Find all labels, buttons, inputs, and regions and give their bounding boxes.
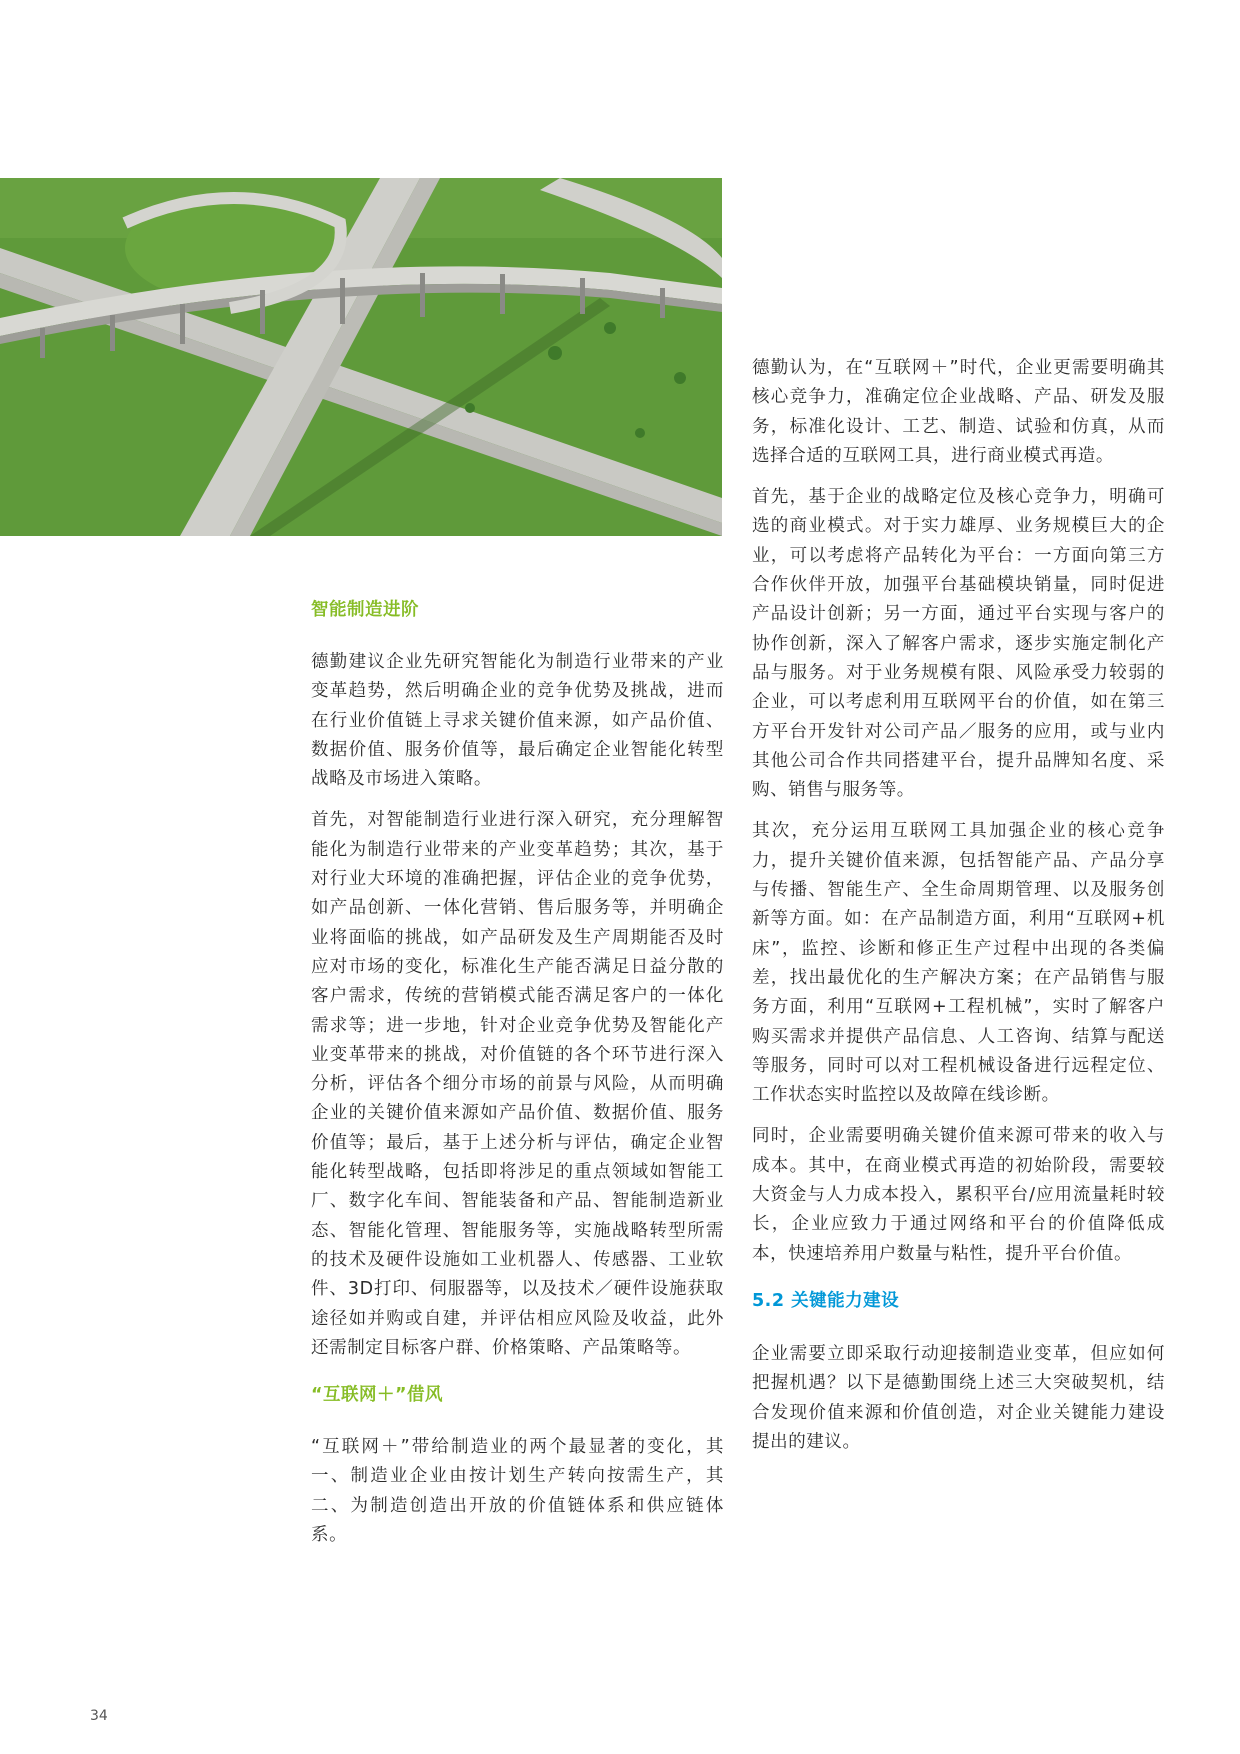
paragraph: 首先，对智能制造行业进行深入研究，充分理解智能化为制造行业带来的产业变革趋势；其次，基于对行业大环境的准确把握，评估企业的竞争优势，如产品创新、一体化营销、售后服务等，并明确企业将面临的挑战，如产品研发及生产周期能否及时应对市场的变化，标准化生产能否满足日益分散的客户需求，传统的营销模式能否满足客户的一体化需求等；进一步地，针对企业竞争优势及智能化产业变革带来的挑战，对价值链的各个环节进行深入分析，评估各个细分市场的前景与风险，从而明确企业的关键价值来源如产品价值、数据价值、服务价值等；最后，基于上述分析与评估，确定企业智能化转型战略，包括即将涉足的重点领域如智能工厂、数字化车间、智能装备和产品、智能制造新业态、智能化管理、智能服务等，实施战略转型所需的技术及硬件设施如工业机器人、传感器、工业软件、3D打印、伺服器等，以及技术／硬件设施获取途径如并购或自建，并评估相应风险及收益，此外还需制定目标客户群、价格策略、产品策略等。 [311,810,724,1358]
paragraph: “互联网＋”带给制造业的两个最显著的变化，其一、制造业企业由按计划生产转向按需生产，其二、为制造创造出开放的价值链体系和供应链体系。 [311,1437,724,1546]
paragraph: 首先，基于企业的战略定位及核心竞争力，明确可选的商业模式。对于实力雄厚、业务规模巨大的企业，可以考虑将产品转化为平台：一方面向第三方合作伙伴开放，加强平台基础模块销量，同时促进产品设计创新；另一方面，通过平台实现与客户的协作创新，深入了解客户需求，逐步实施定制化产品与服务。对于业务规模有限、风险承受力较弱的企业，可以考虑利用互联网平台的价值，如在第三方平台开发针对公司产品／服务的应用，或与业内其他公司合作共同搭建平台，提升品牌知名度、采购、销售与服务等。 [752,487,1165,801]
section-heading-internet-plus: “互联网＋”借风 [311,1385,444,1406]
paragraph: 其次，充分运用互联网工具加强企业的核心竞争力，提升关键价值来源，包括智能产品、产品分享与传播、智能生产、全生命周期管理、以及服务创新等方面。如：在产品制造方面，利用“互联网+机床”，监控、诊断和修正生产过程中出现的各类偏差，找出最优化的生产解决方案；在产品销售与服务方面，利用“互联网+工程机械”，实时了解客户购买需求并提供产品信息、人工咨询、结算与配送等服务，同时可以对工程机械设备进行远程定位、工作状态实时监控以及故障在线诊断。 [752,821,1165,1106]
page-number: 34 [90,1708,108,1724]
paragraph: 企业需要立即采取行动迎接制造业变革，但应如何把握机遇？以下是德勤围绕上述三大突破契机，结合发现价值来源和价值创造，对企业关键能力建设提出的建议。 [752,1343,1165,1452]
highway-interchange-photo [0,178,722,536]
paragraph: 德勤建议企业先研究智能化为制造行业带来的产业变革趋势，然后明确企业的竞争优势及挑战，进而在行业价值链上寻求关键价值来源，如产品价值、数据价值、服务价值等，最后确定企业智能化转型战略及市场进入策略。 [311,652,724,790]
paragraph: 德勤认为，在“互联网＋”时代，企业更需要明确其核心竞争力，准确定位企业战略、产品、研发及服务，标准化设计、工艺、制造、试验和仿真，从而选择合适的互联网工具，进行商业模式再造。 [752,358,1165,466]
highway-interchange-illustration [0,178,722,536]
section-heading-key-capabilities: 5.2 关键能力建设 [752,1290,900,1311]
right-column [752,354,1165,1469]
paragraph: 同时，企业需要明确关键价值来源可带来的收入与成本。其中，在商业模式再造的初始阶段，需要较大资金与人力成本投入，累积平台/应用流量耗时较长，企业应致力于通过网络和平台的价值降低成本，快速培养用户数量与粘性，提升平台价值。 [752,1126,1165,1264]
left-column [311,598,724,1562]
section-heading-smart-manufacturing: 智能制造进阶 [311,600,419,620]
